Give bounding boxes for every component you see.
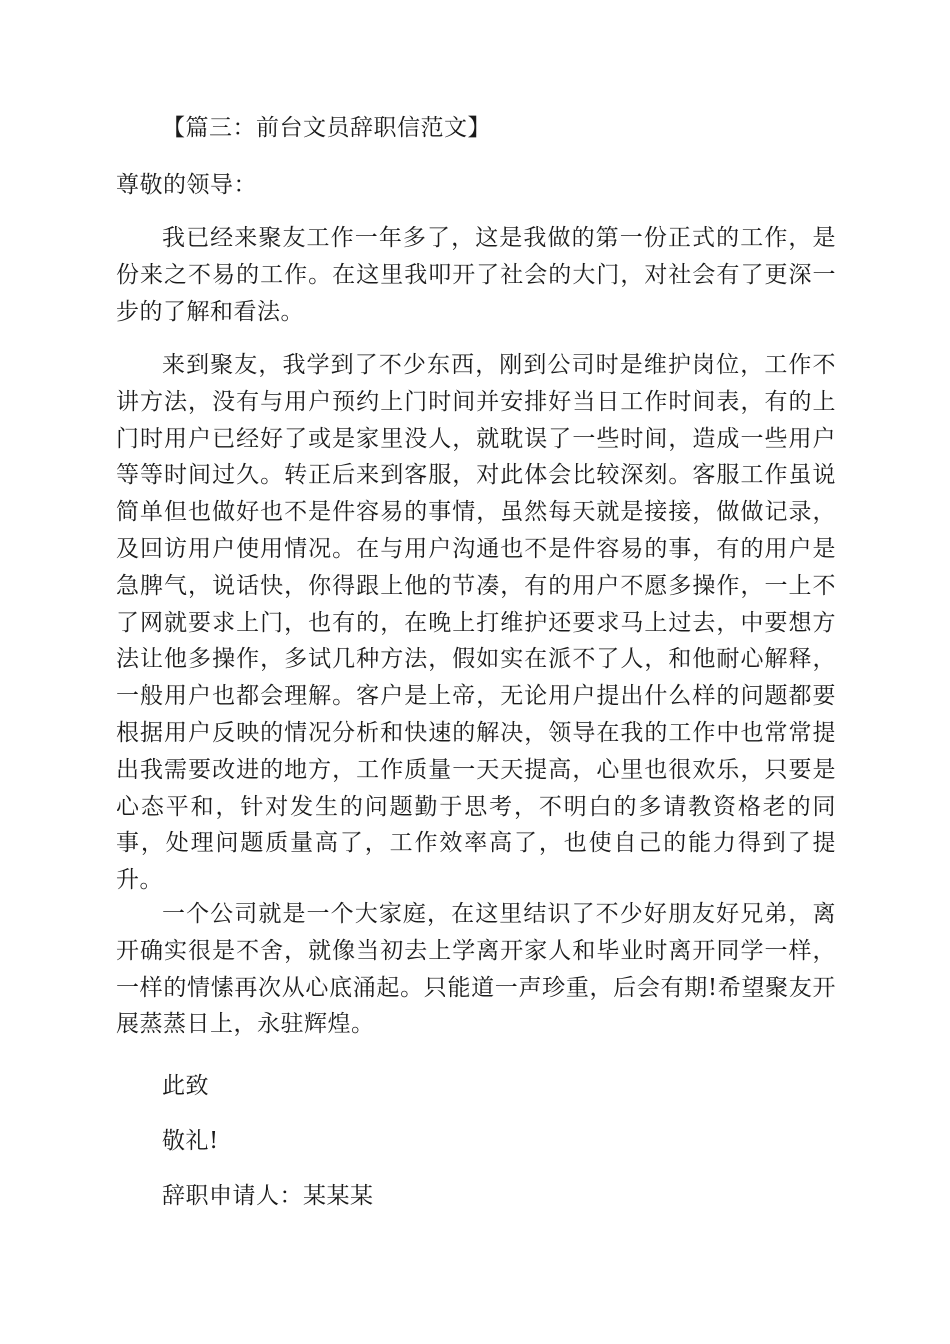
paragraph-2: 来到聚友，我学到了不少东西，刚到公司时是维护岗位，工作不讲方法，没有与用户预约上门时间并安排好当日工作时间表，有的上门时用户已经好了或是家里没人，就耽误了一些时间，造成一些用户等等时间过久。转正后来到客服，对此体会比较深刻。客服工作虽说简单但也做好也不是件容易的事情，虽然每天就是接接，做做记录，及回访用户使用情况。在与用户沟通也不是件容易的事，有的用户是急脾气，说话快，你得跟上他的节凑，有的用户不愿多操作，一上不了网就要求上门，也有的，在晚上打维护还要求马上过去，中要想方法让他多操作，多试几种方法，假如实在派不了人，和他耐心解释，一般用户也都会理解。客户是上帝，无论用户提出什么样的问题都要根据用户反映的情况分析和快速的解决，领导在我的工作中也常常提出我需要改进的地方，工作质量一天天提高，心里也很欢乐，只要是心态平和，针对发生的问题勤于思考，不明白的多请教资格老的同事，处理问题质量高了，工作效率高了，也使自己的能力得到了提升。 <box>116 352 836 894</box>
salutation: 尊敬的领导： <box>116 172 257 198</box>
paragraph-3: 一个公司就是一个大家庭，在这里结识了不少好朋友好兄弟，离开确实很是不舍，就像当初去上学离开家人和毕业时离开同学一样，一样的情愫再次从心底涌起。只能道一声珍重，后会有期!希望聚友开展蒸蒸日上，永驻辉煌。 <box>116 901 836 1038</box>
regards-text: 敬礼! <box>162 1128 219 1154</box>
paragraph-1: 我已经来聚友工作一年多了，这是我做的第一份正式的工作，是份来之不易的工作。在这里我叩开了社会的大门，对社会有了更深一步的了解和看法。 <box>116 225 836 325</box>
signature-line: 辞职申请人：某某某 <box>162 1183 374 1209</box>
document-heading: 【篇三：前台文员辞职信范文】 <box>162 115 491 141</box>
closing-text: 此致 <box>162 1073 209 1099</box>
